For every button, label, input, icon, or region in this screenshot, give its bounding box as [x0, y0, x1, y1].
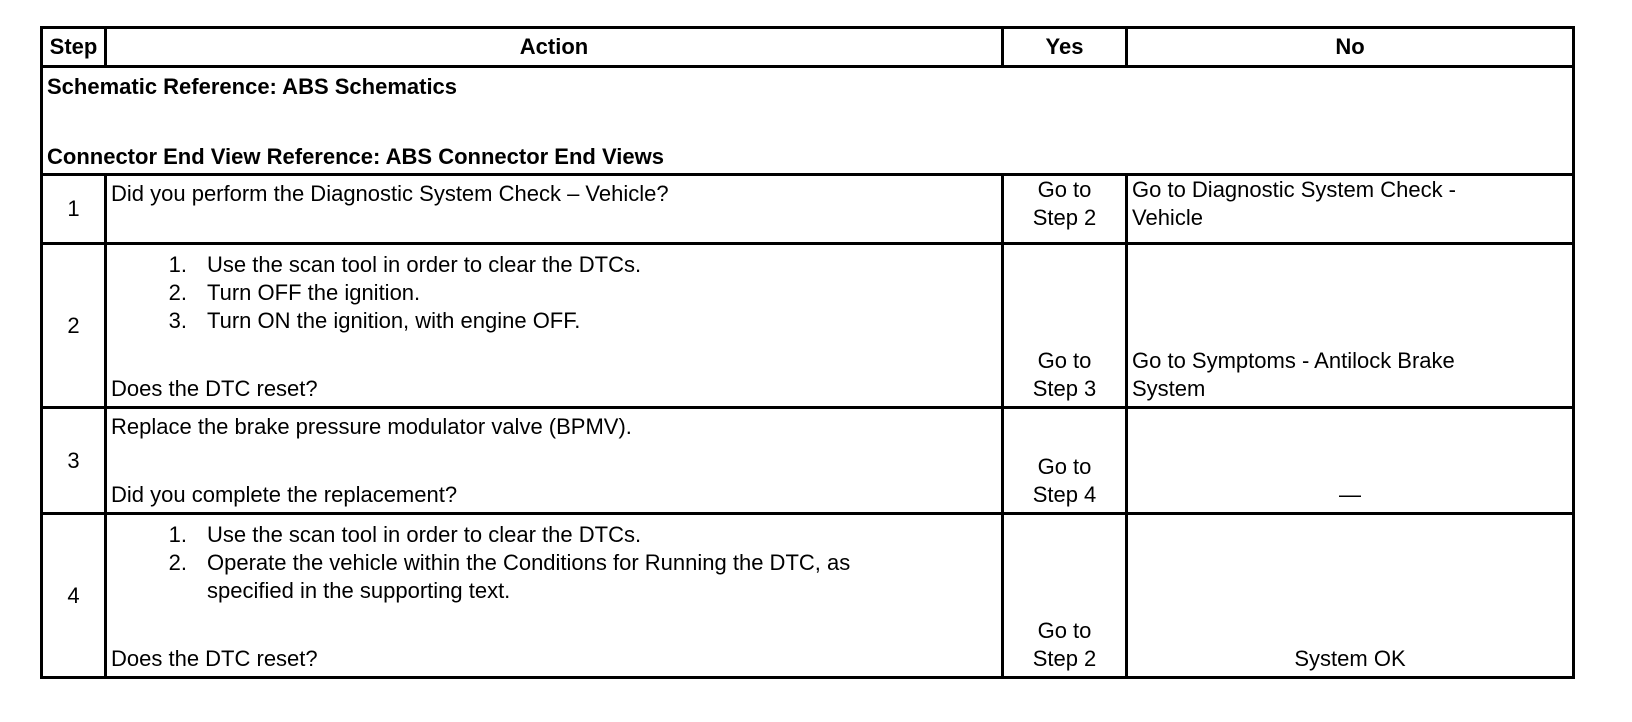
- yes-line: Go to: [1037, 618, 1092, 643]
- yes-line: Go to: [1037, 177, 1092, 202]
- list-item: [111, 307, 997, 335]
- action-cell: [106, 244, 1003, 408]
- action-cell: [106, 514, 1003, 678]
- table-row: [42, 408, 1574, 514]
- yes-cell: [1003, 408, 1127, 514]
- connector-reference: Connector End View Reference: ABS Connector End Views: [47, 144, 664, 169]
- table-row: [42, 244, 1574, 408]
- header-step: Step: [42, 28, 106, 67]
- list-item-text: Use the scan tool in order to clear the DTCs.: [207, 252, 642, 277]
- no-line: Vehicle: [1132, 205, 1203, 230]
- list-item-text: Turn OFF the ignition.: [207, 280, 421, 305]
- diagnostic-table: [40, 26, 1575, 679]
- list-item-number: 1.: [168, 522, 187, 547]
- action-cell: [106, 408, 1003, 514]
- header-no: No: [1127, 28, 1574, 67]
- no-cell: [1127, 244, 1574, 408]
- step-number: 2: [42, 244, 106, 408]
- no-cell: [1127, 408, 1574, 514]
- list-item-number: 2.: [168, 550, 187, 575]
- action-instruction: Replace the brake pressure modulator valve (BPMV).: [111, 414, 632, 439]
- header-row: [42, 28, 1574, 67]
- no-cell: [1127, 175, 1574, 244]
- list-item-number: 1.: [168, 252, 187, 277]
- no-line: System: [1132, 376, 1206, 401]
- yes-cell: [1003, 175, 1127, 244]
- list-item-text: Use the scan tool in order to clear the DTCs.: [207, 522, 642, 547]
- no-line: —: [1339, 482, 1361, 507]
- action-question: Does the DTC reset?: [111, 646, 318, 671]
- schematic-reference: Schematic Reference: ABS Schematics: [47, 74, 458, 99]
- list-item: [111, 549, 997, 605]
- reference-row: [42, 67, 1574, 175]
- no-cell: [1127, 514, 1574, 678]
- header-yes: Yes: [1003, 28, 1127, 67]
- list-item-number: 3.: [168, 308, 187, 333]
- yes-cell: [1003, 514, 1127, 678]
- action-question: Did you complete the replacement?: [111, 482, 458, 507]
- no-line: System OK: [1294, 646, 1406, 671]
- action-question: Did you perform the Diagnostic System Check – Vehicle?: [111, 181, 669, 206]
- action-question: Does the DTC reset?: [111, 376, 318, 401]
- no-line: Go to Diagnostic System Check -: [1132, 177, 1457, 202]
- list-item: [111, 251, 997, 279]
- step-number: 4: [42, 514, 106, 678]
- header-action: Action: [106, 28, 1003, 67]
- reference-cell: [42, 67, 1574, 175]
- yes-line: Step 4: [1032, 482, 1097, 507]
- list-item-number: 2.: [168, 280, 187, 305]
- table-row: [42, 514, 1574, 678]
- yes-line: Go to: [1037, 454, 1092, 479]
- step-number: 3: [42, 408, 106, 514]
- action-steps-list: [111, 251, 997, 335]
- yes-line: Step 3: [1032, 376, 1097, 401]
- yes-cell: [1003, 244, 1127, 408]
- step-number: 1: [42, 175, 106, 244]
- list-item: [111, 521, 997, 549]
- list-item: [111, 279, 997, 307]
- list-item-text: Operate the vehicle within the Conditions for Running the DTC, as specified in the supporting text.: [207, 550, 851, 603]
- list-item-text: Turn ON the ignition, with engine OFF.: [207, 308, 581, 333]
- yes-line: Step 2: [1032, 205, 1097, 230]
- action-steps-list: [111, 521, 997, 605]
- no-line: Go to Symptoms - Antilock Brake: [1132, 348, 1455, 373]
- table-row: [42, 175, 1574, 244]
- yes-line: Step 2: [1032, 646, 1097, 671]
- yes-line: Go to: [1037, 348, 1092, 373]
- action-cell: [106, 175, 1003, 244]
